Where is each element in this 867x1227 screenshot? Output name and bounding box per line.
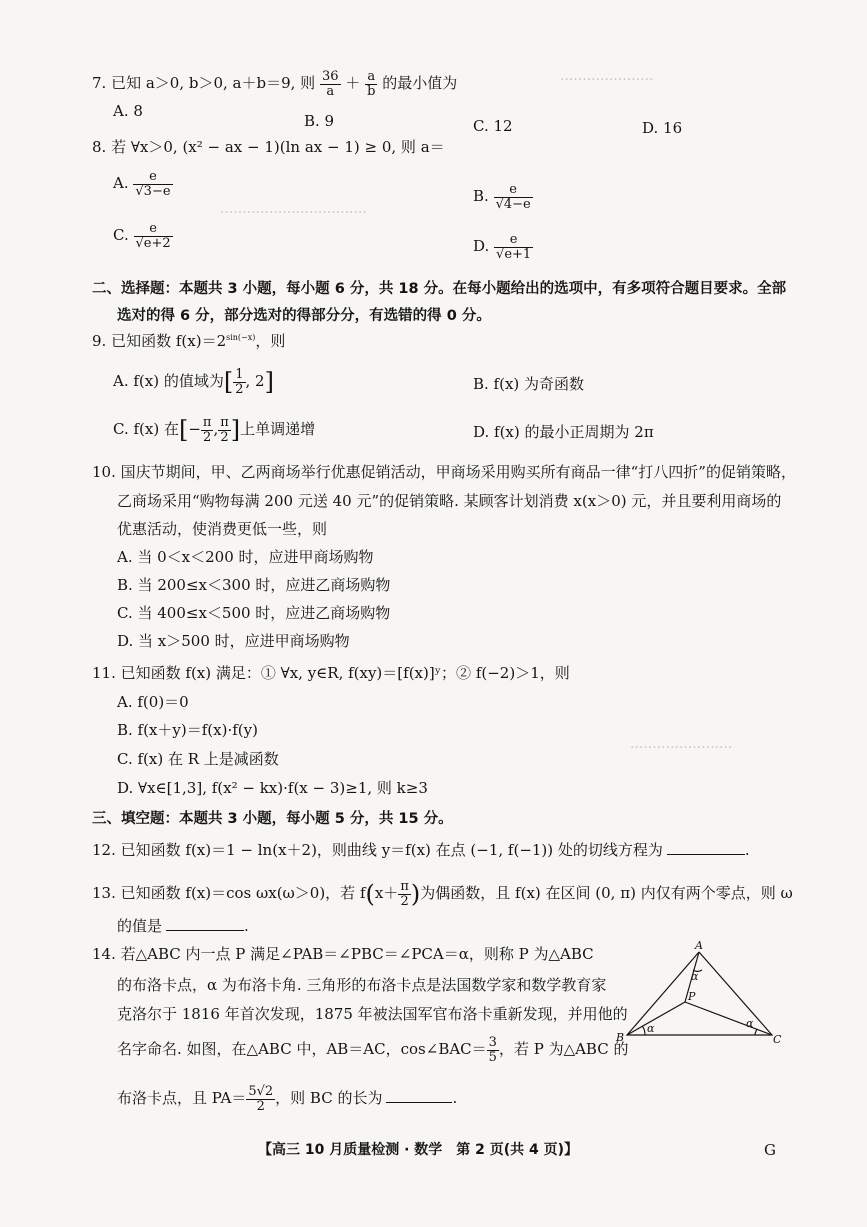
q11-option-a: A. f(0)＝0: [117, 693, 189, 711]
q7-fraction-2: $\frac{a}{b}$: [367, 69, 376, 99]
section-3-header: 三、填空题：本题共 3 小题，每小题 5 分，共 15 分。: [92, 811, 453, 827]
q7-fraction-1: $\frac{36}{a}$: [321, 69, 339, 99]
q9-option-a: A. f(x) 的值域为[ $\frac{1}{2}$ , 2]: [113, 367, 274, 397]
q7-option-a: A. 8: [113, 102, 143, 120]
q9-option-c: C. f(x) 在[− $\frac{\pi}{2}$ , $\frac{\pi}{2}$ ]上单调递增: [113, 415, 316, 445]
bleed-through-text: ·································: [220, 205, 367, 221]
q8-option-d: D. $\frac{e}{√e+1}$: [473, 232, 532, 262]
angle-label-alpha-c: α: [746, 1017, 754, 1030]
q9-option-d: D. f(x) 的最小正周期为 2π: [473, 423, 654, 441]
vertex-label-b: B: [616, 1031, 625, 1044]
q10-option-b: B. 当 200≤x＜300 时，应进乙商场购物: [117, 576, 391, 594]
brocard-triangle-figure: [615, 940, 785, 1050]
q10-option-d: D. 当 x＞500 时，应进甲商场购物: [117, 632, 350, 650]
q7-option-c: C. 12: [473, 117, 513, 135]
q11-option-d: D. ∀x∈[1,3], f(x² − kx)·f(x − 3)≥1, 则 k≥3: [117, 779, 428, 797]
q8-option-a: A. $\frac{e}{√3-e}$: [113, 169, 171, 199]
page-footer: 【高三 10 月质量检测 · 数学 第 2 页(共 4 页)】: [258, 1142, 579, 1158]
q8-stem: 8. 若 ∀x＞0, (x² − ax − 1)(ln ax − 1) ≥ 0, 则 a＝: [92, 138, 445, 156]
q10-option-a: A. 当 0＜x＜200 时，应进甲商场购物: [117, 548, 374, 566]
angle-label-alpha-b: α: [647, 1022, 655, 1035]
q7-option-b: B. 9: [304, 112, 335, 130]
angle-label-alpha-a: α: [691, 970, 699, 983]
point-label-p: P: [688, 990, 696, 1003]
q7-option-d: D. 16: [642, 119, 683, 137]
vertex-label-c: C: [773, 1033, 782, 1046]
q8-option-b: B. $\frac{e}{√4-e}$: [473, 182, 531, 212]
segment-pb: [627, 1002, 685, 1035]
q11-option-b: B. f(x＋y)＝f(x)·f(y): [117, 721, 258, 739]
answer-blank: [166, 930, 244, 931]
answer-blank: [667, 854, 745, 855]
segment-pc: [685, 1002, 772, 1035]
question-12: 12. 已知函数 f(x)＝1 − ln(x＋2)，则曲线 y＝f(x) 在点 (−1, f(−1)) 处的切线方程为 .: [92, 841, 750, 859]
q10-option-c: C. 当 400≤x＜500 时，应进乙商场购物: [117, 604, 391, 622]
q7-stem: 7. 已知 a＞0, b＞0, a＋b＝9, 则: [92, 74, 316, 93]
q9-option-b: B. f(x) 为奇函数: [473, 375, 585, 393]
bleed-through-text: ·······················: [630, 740, 733, 756]
angle-arc-c: [755, 1029, 757, 1035]
bleed-through-text: ·····················: [560, 72, 654, 88]
q11-option-c: C. f(x) 在 R 上是减函数: [117, 750, 279, 768]
answer-blank: [386, 1102, 452, 1103]
q9-stem: 9. 已知函数 $f(x)=2^{sin(-x)}$，则: [92, 332, 286, 350]
vertex-label-a: A: [695, 940, 703, 952]
paper-code: G: [764, 1141, 776, 1159]
q8-option-c: C. $\frac{e}{√e+2}$: [113, 221, 171, 251]
angle-arc-b: [642, 1026, 645, 1035]
